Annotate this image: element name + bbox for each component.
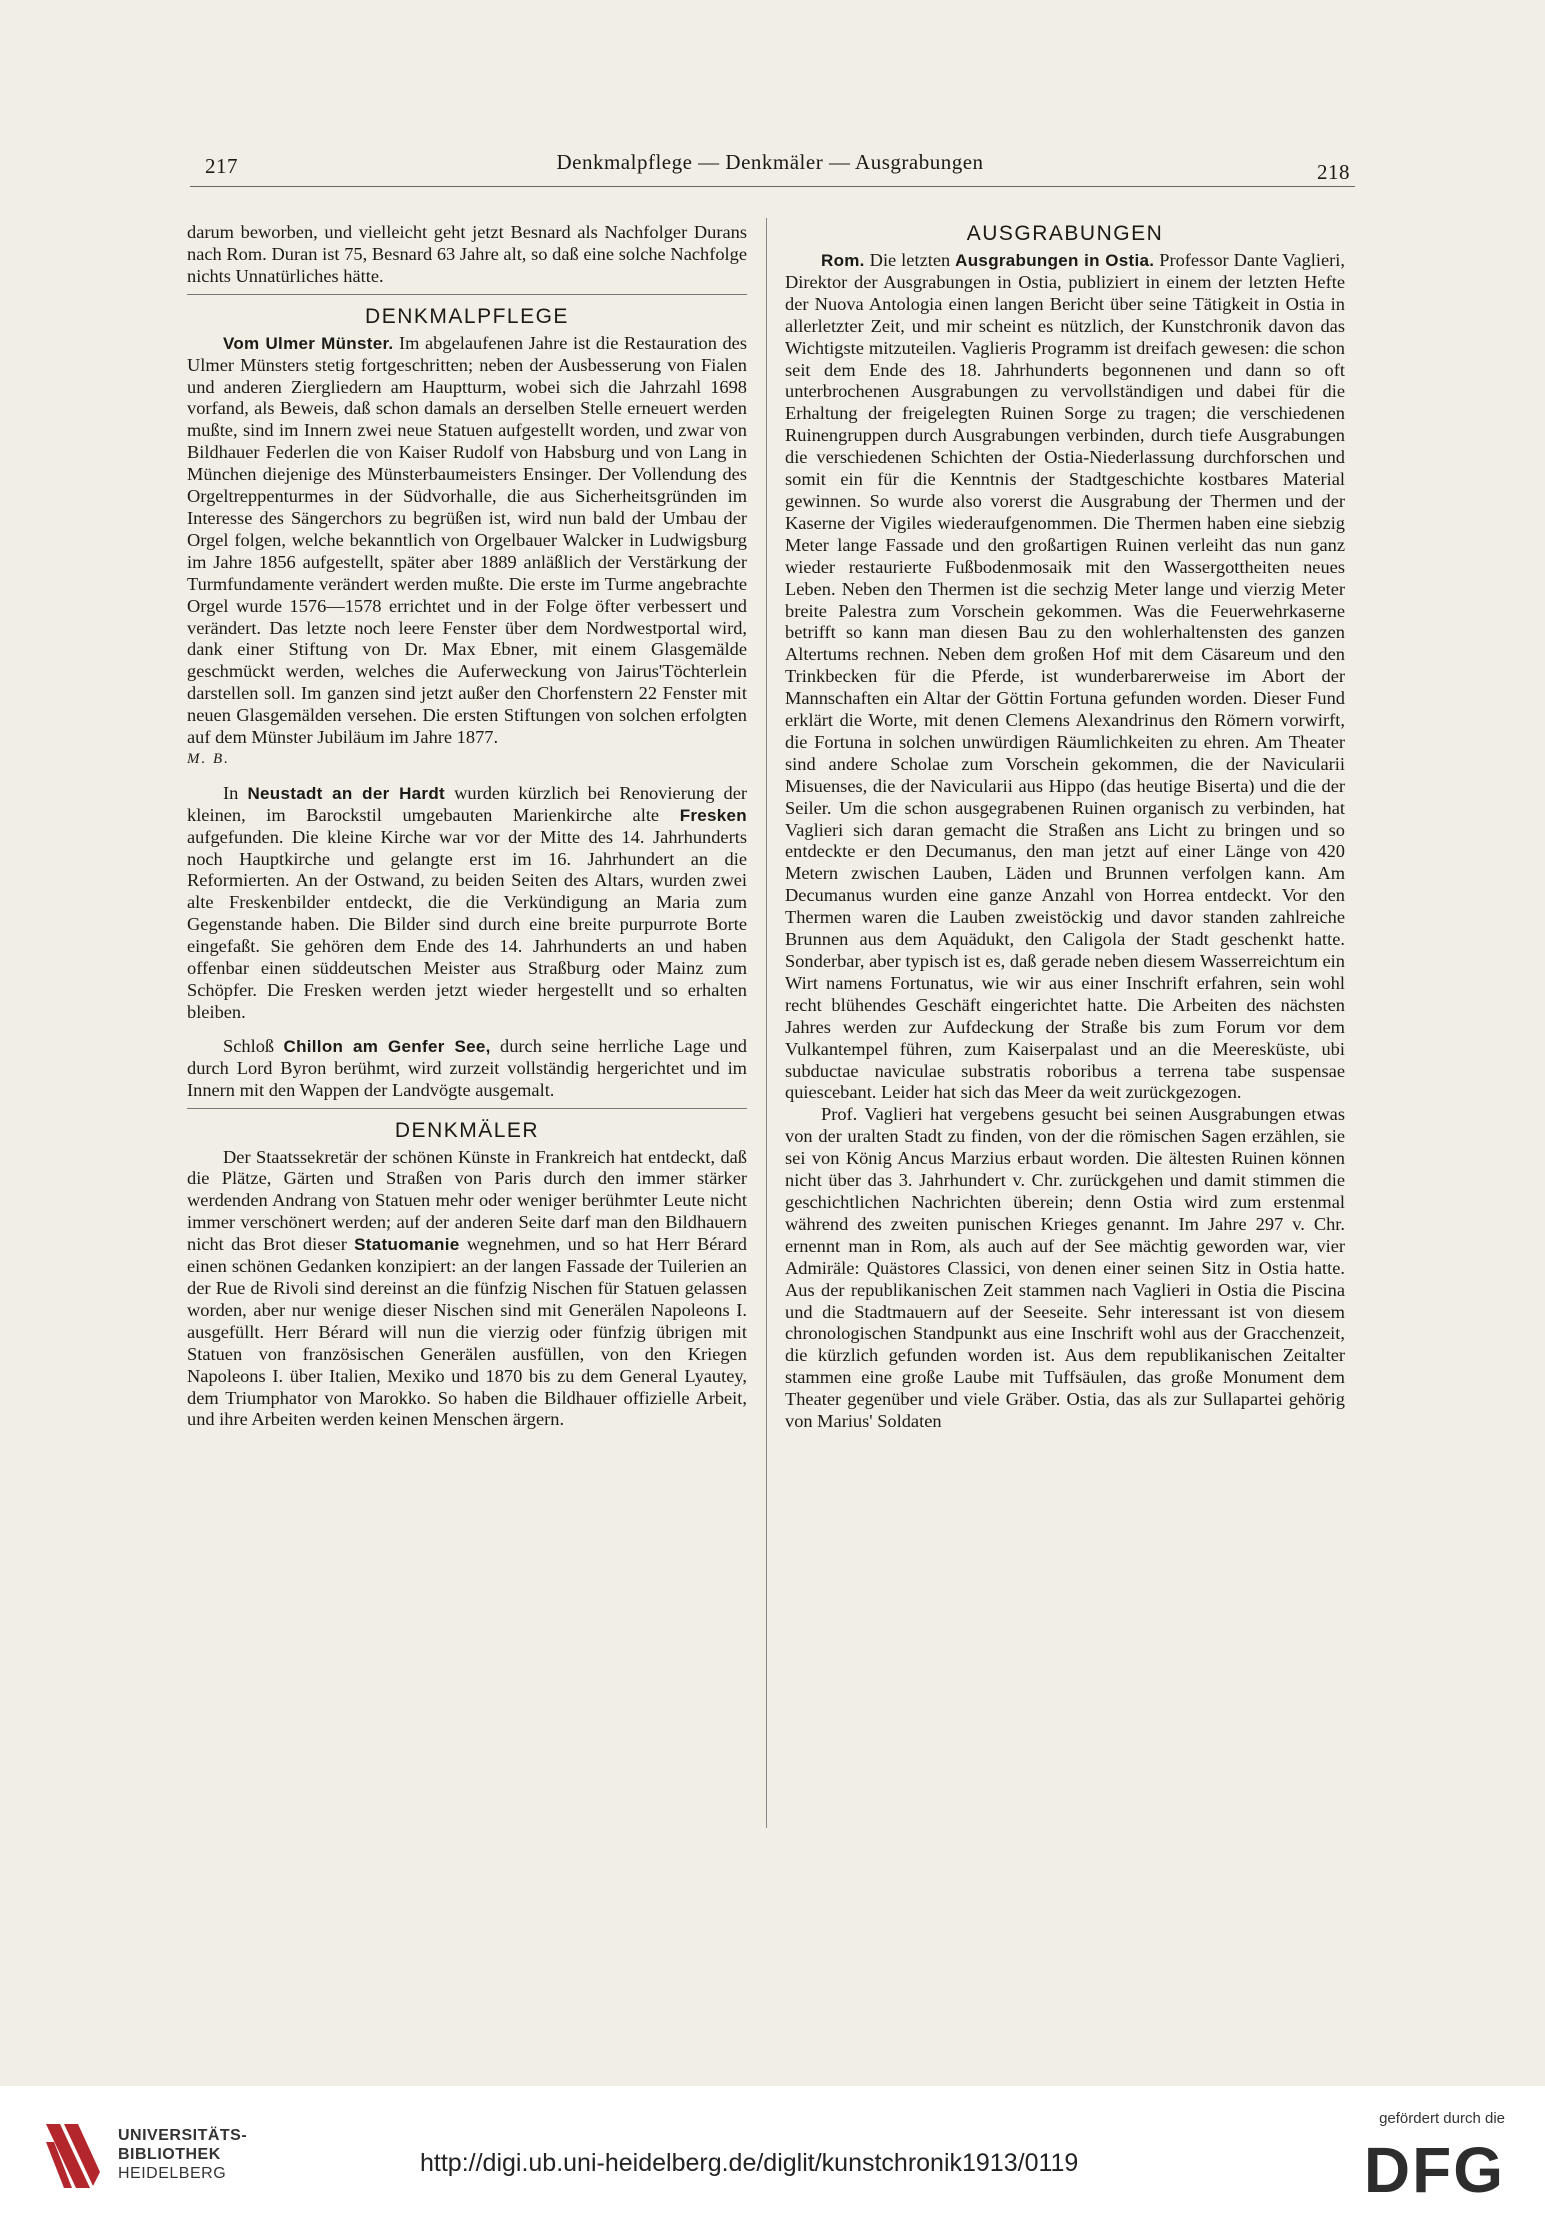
article-pre: Schloß xyxy=(223,1035,284,1056)
article-lead: Chillon am Genfer See, xyxy=(283,1036,491,1056)
article-ostia-continued: Prof. Vaglieri hat vergebens gesucht bei seinen Ausgrabungen etwas von der uralten Stadt zu finden, von der die römischen Sagen erzählen, sie sei von König Ancus Marzius erbaut worden. Die ältesten Ruinen können nicht über das 3. Jahrhundert v. Chr. zurückgehen und damit stimmen die geschichtlichen Nachrichten überein; denn Ostia wird zum erstenmal während des zweiten punischen Krieges genannt. Im Jahre 297 v. Chr. ernennt man in Rom, als auch auf der See mächtig geworden war, vier Admiräle: Quästores Classici, von denen einer seinen Sitz in Ostia hatte. Aus der republikanischen Zeit stammen nach Vaglieri in Ostia die Piscina und die Stadtmauern auf der Seeseite. Sehr interessant ist von diesem chronologischen Standpunkt aus eine Inschrift wohl aus der Gracchenzeit, die kürzlich gefunden worden ist. Aus dem republikanischen Zeitalter stammen eine große Laube mit Tuffsäulen, das große Monument dem Theater gegenüber und viele Gräber. Ostia, das als zur Sullapartei gehörig von Marius' Soldaten xyxy=(785,1104,1345,1432)
column-divider xyxy=(766,218,767,1828)
source-url-link[interactable]: http://digi.ub.uni-heidelberg.de/diglit/kunstchronik1913/0119 xyxy=(420,2149,1079,2177)
article-body: wegnehmen, und so hat Herr Bérard einen schönen Gedanken konzipiert: an der langen Fassade der Tuilerien an der Rue de Rivoli sind dereinst an die fünfzig Nischen für Statuen gelassen worden, aber nur wenige dieser Nischen sind mit Generälen Napoleons I. ausgefüllt. Herr Bérard will nun die vierzig oder fünfzig übrigen mit Statuen von französischen Generälen ausfüllen, von den Kriegen Napoleons I. über Italien, Mexiko und 1870 bis zu dem General Lyautey, dem Triumphator von Marokko. So haben die Bildhauer offizielle Arbeit, und ihre Arbeiten werden keinen Menschen ärgern. xyxy=(187,1234,747,1430)
article-pre: In xyxy=(223,782,248,803)
article-mid: Die letzten xyxy=(864,250,956,270)
right-column xyxy=(785,222,1345,1433)
article-statuomanie xyxy=(187,1147,747,1432)
article-lead-2: Fresken xyxy=(679,805,747,825)
article-lead: Statuomanie xyxy=(354,1235,460,1255)
article-body: durch seine herrliche Lage und durch Lord Byron berühmt, wird zurzeit vollständig hergerichtet und im Innern mit den Wappen der Landvögte ausgemalt. xyxy=(187,1035,747,1100)
intro-paragraph: darum beworben, und vielleicht geht jetzt Besnard als Nachfolger Durans nach Rom. Duran ist 75, Besnard 63 Jahre alt, so daß eine solche Nachfolge nichts Unnatürliches hätte. xyxy=(187,222,747,286)
article-signature: M. B. xyxy=(187,750,230,767)
section-rule xyxy=(187,1108,747,1109)
article-body: aufgefunden. Die kleine Kirche war vor der Mitte des 14. Jahrhunderts noch Hauptkirche und gelangte erst im 16. Jahrhundert an die Reformierten. An der Ostwand, zu beiden Seiten des Altars, wurden zwei alte Freskenbilder entdeckt, die die Verkündigung an Maria zum Gegenstande haben. Die Bilder sind durch eine breite purpurrote Borte eingefaßt. Sie gehören dem Ende des 14. Jahrhunderts an und haben offenbar einen süddeutschen Meister aus Straßburg oder Mainz zum Schöpfer. Die Fresken werden jetzt wieder hergestellt und so erhalten bleiben. xyxy=(187,826,747,1022)
article-lead: Neustadt an der Hardt xyxy=(247,783,445,803)
article-chillon xyxy=(187,1036,747,1102)
section-heading-ausgrabungen: AUSGRABUNGEN xyxy=(966,222,1164,245)
article-body: Im abgelaufenen Jahre ist die Restauration des Ulmer Münsters stetig fortgeschritten; neben der Ausbesserung von Fialen und anderen Ziergliedern am Hauptturm, wobei sich die Jahrzahl 1698 vorfand, als Beweis, daß schon damals an derselben Stelle erneuert werden mußte, sind im Innern zwei neue Statuen aufgestellt worden, und zwar von Bildhauer Federlen die von Kaiser Rudolf von Habsburg und von Lang in München diejenige des Münsterbaumeisters Ensinger. Der Vollendung des Orgeltreppenturmes in der Südvorhalle, die aus Sicherheitsgründen im Interesse des Sängerchors zu begrüßen ist, wird nun bald der Umbau der Orgel folgen, welche bekanntlich von Orgelbauer Walcker in Ludwigsburg im Jahre 1856 aufgestellt, später aber 1889 anläßlich der Verstärkung der Turmfundamente verändert werden mußte. Die erste im Turme angebrachte Orgel wurde 1576—1578 errichtet und in der Folge öfter verbessert und verändert. Das letzte noch leere Fenster über dem Nordwestportal wird, dank einer Stiftung von Dr. Max Ebner, mit einem Glasgemälde geschmückt werden, welches die Auferweckung von Jairus'Töchterlein darstellen soll. Im ganzen sind jetzt außer den Chorfenstern 22 Fenster mit neuen Glasgemälden versehen. Die ersten Stiftungen von solchen erfolgten auf dem Münster Jubiläum im Jahre 1877. xyxy=(187,332,747,748)
article-lead-2: Ausgrabungen in Ostia. xyxy=(955,251,1155,270)
article-lead: Vom Ulmer Münster. xyxy=(223,333,394,353)
funding-caption: gefördert durch die xyxy=(1379,2110,1505,2127)
article-mid: wurden kürzlich bei Renovierung der kleinen, im Barockstil umgebauten Marienkirche alte xyxy=(187,782,748,825)
running-head xyxy=(190,150,1350,186)
page-number-right: 218 xyxy=(1317,160,1350,184)
institution-name: UNIVERSITÄTS- BIBLIOTHEK HEIDELBERG xyxy=(118,2127,248,2182)
dfg-logo-icon: DFG xyxy=(1363,2134,1505,2206)
section-rule xyxy=(187,294,747,295)
digitization-footer xyxy=(0,2086,1545,2228)
article-neustadt xyxy=(187,783,747,1024)
section-heading-denkmalpflege: DENKMALPFLEGE xyxy=(365,304,569,328)
page-number-left: 217 xyxy=(205,154,238,178)
university-library-logo-icon xyxy=(38,2116,108,2196)
article-ostia xyxy=(785,250,1345,1104)
section-heading-denkmaeler: DENKMÄLER xyxy=(394,1118,540,1142)
article-body: Professor Dante Vaglieri, Direktor der Ausgrabungen in Ostia, publiziert in einem der letzten Hefte der Nuova Antologia einen langen Bericht über seine Tätigkeit in Ostia in allerletzter Zeit, und mir scheint es nützlich, der Kunstchronik davon das Wichtigste mitzuteilen. Vaglieris Programm ist dreifach gewesen: die schon seit dem Ende des 18. Jahrhunderts begonnenen und dann so oft unterbrochenen Ausgrabungen zu vervollständigen und dabei für die Erhaltung der freigelegten Ruinen Sorge zu tragen; die verschiedenen Ruinengruppen durch Ausgrabungen verbinden, durch tiefe Ausgrabungen die verschiedenen Schichten der Ostia-Niederlassung durchforschen und somit ein für die Kenntnis der Stadtgeschichte kostbares Material gewinnen. So wurde also vorerst die Ausgrabung der Thermen und der Kaserne der Vigiles wiederaufgenommen. Die Thermen haben eine siebzig Meter lange Fassade und den großartigen Ruinen verleiht das nun ganz wieder restaurierte Fußbodenmosaik mit den Wassergottheiten neues Leben. Neben den Thermen ist die sechzig Meter lange und vierzig Meter breite Palestra zum Vorschein gekommen. Was die Feuerwehrkaserne betrifft so kann man diesen Bau zu den wohlerhaltensten des ganzen Altertums rechnen. Neben dem großen Hof mit dem Cäsareum und den Trinkbecken für die Pferde, ist wunderbarerweise im Abort der Mannschaften ein Altar der Göttin Fortuna gefunden worden. Dieser Fund erklärt die Worte, mit denen Clemens Alexandrinus den Römern vorwirft, die Fortuna in solchen unwürdigen Räumlichkeiten zu ehren. Am Theater sind andere Scholae zum Vorschein gekommen, die der Navicularii Misuenses, die der Navicularii aus Hippo (das heutige Biserta) und die der Seiler. Um die schon ausgegrabenen Ruinen organisch zu verbinden, hat Vaglieri sich daran gemacht die Straßen ans Licht zu bringen und so entdeckte er den Decumanus, den man jetzt auf einer Länge von 420 Metern zwischen Lauben, Läden und Brunnen verfolgen kann. Am Decumanus wurden eine ganze Anzahl von Horrea entdeckt. Vor den Thermen waren die Lauben zweistöckig und davor standen zahlreiche Brunnen aus dem Aquädukt, den Caligola der Stadt geschenkt hatte. Sonderbar, aber typisch ist es, daß gerade neben diesem Wasserreichtum ein Wirt namens Fortunatus, wie wir aus einer Inschrift erfahren, sein wohl recht blühendes Geschäft eingerichtet hatte. Die Arbeiten des nächsten Jahres werden zur Aufdeckung der Straße bis zum Forum vor dem Vulkantempel führen, zum Kaiserpalast und an die Meeresküste, ubi subductae naviculae substratis roboribus a terrena tabe suspensae quiescebant. Leider hat sich das Meer da weit zurückgezogen. xyxy=(785,250,1346,1103)
article-lead: Rom. xyxy=(821,251,865,270)
left-column xyxy=(187,222,747,1431)
article-pre: Der Staatssekretär der schönen Künste in Frankreich hat entdeckt, daß die Plätze, Gärten und Straßen von Paris durch den immer stärker werdenden Andrang von Statuen mehr oder weniger berühmter Leute nicht immer verschönert werden; auf der anderen Seite darf man den Bildhauern nicht das Brot dieser xyxy=(187,1146,747,1255)
header-rule xyxy=(190,186,1355,187)
article-ulmer-muenster xyxy=(187,333,747,749)
running-title: Denkmalpflege — Denkmäler — Ausgrabungen xyxy=(556,150,984,174)
